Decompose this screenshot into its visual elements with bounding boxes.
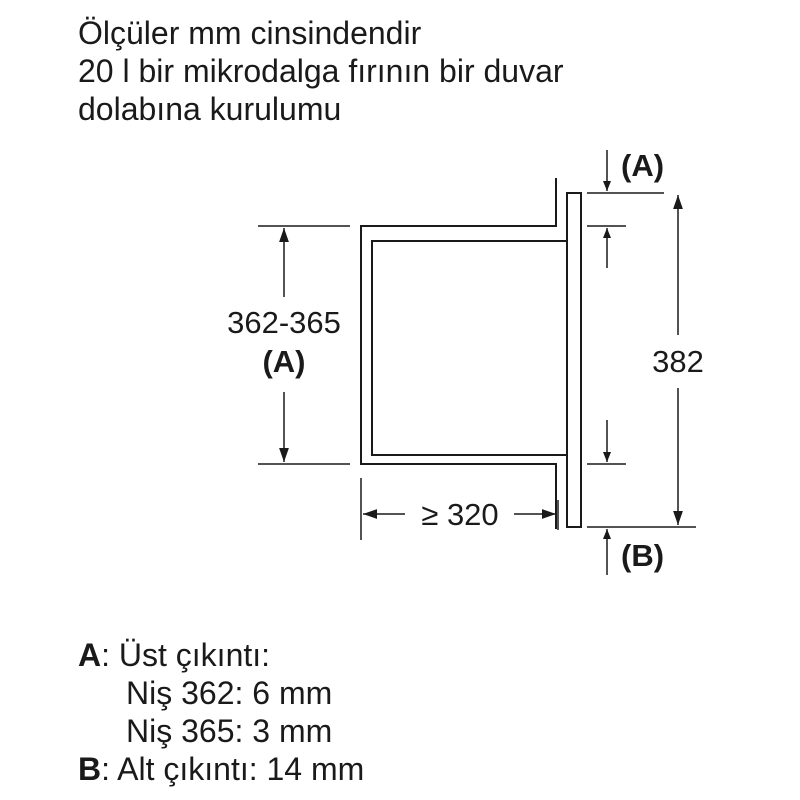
microwave-front-frame — [567, 193, 581, 527]
niche-height-label: 362-365 — [227, 305, 341, 340]
bottom-overhang-label: (B) — [621, 538, 665, 573]
front-height-label: 382 — [652, 344, 704, 379]
legend-a-row — [78, 636, 364, 674]
legend-a-line-2: Niş 362: 6 mm — [126, 675, 333, 711]
niche-height-ref-label: (A) — [262, 344, 306, 379]
title-line-1: Ölçüler mm cinsindendir — [78, 15, 422, 51]
legend-b-key: B — [78, 751, 102, 787]
legend-b-row — [78, 750, 364, 788]
legend-a-line-3: Niş 365: 3 mm — [126, 713, 333, 749]
title-line-2: 20 l bir mikrodalga fırının bir duvar — [78, 53, 564, 89]
legend-a-key: A — [78, 637, 102, 673]
legend-b-text: : Alt çıkıntı: 14 mm — [101, 751, 365, 787]
legend — [78, 636, 364, 788]
legend-a-text: : Üst çıkıntı: — [101, 637, 271, 673]
microwave-body — [372, 241, 567, 455]
title-line-3: dolabına kurulumu — [78, 91, 342, 127]
top-overhang-label: (A) — [621, 148, 665, 183]
depth-label: ≥ 320 — [421, 497, 499, 532]
cabinet-niche — [361, 178, 556, 529]
